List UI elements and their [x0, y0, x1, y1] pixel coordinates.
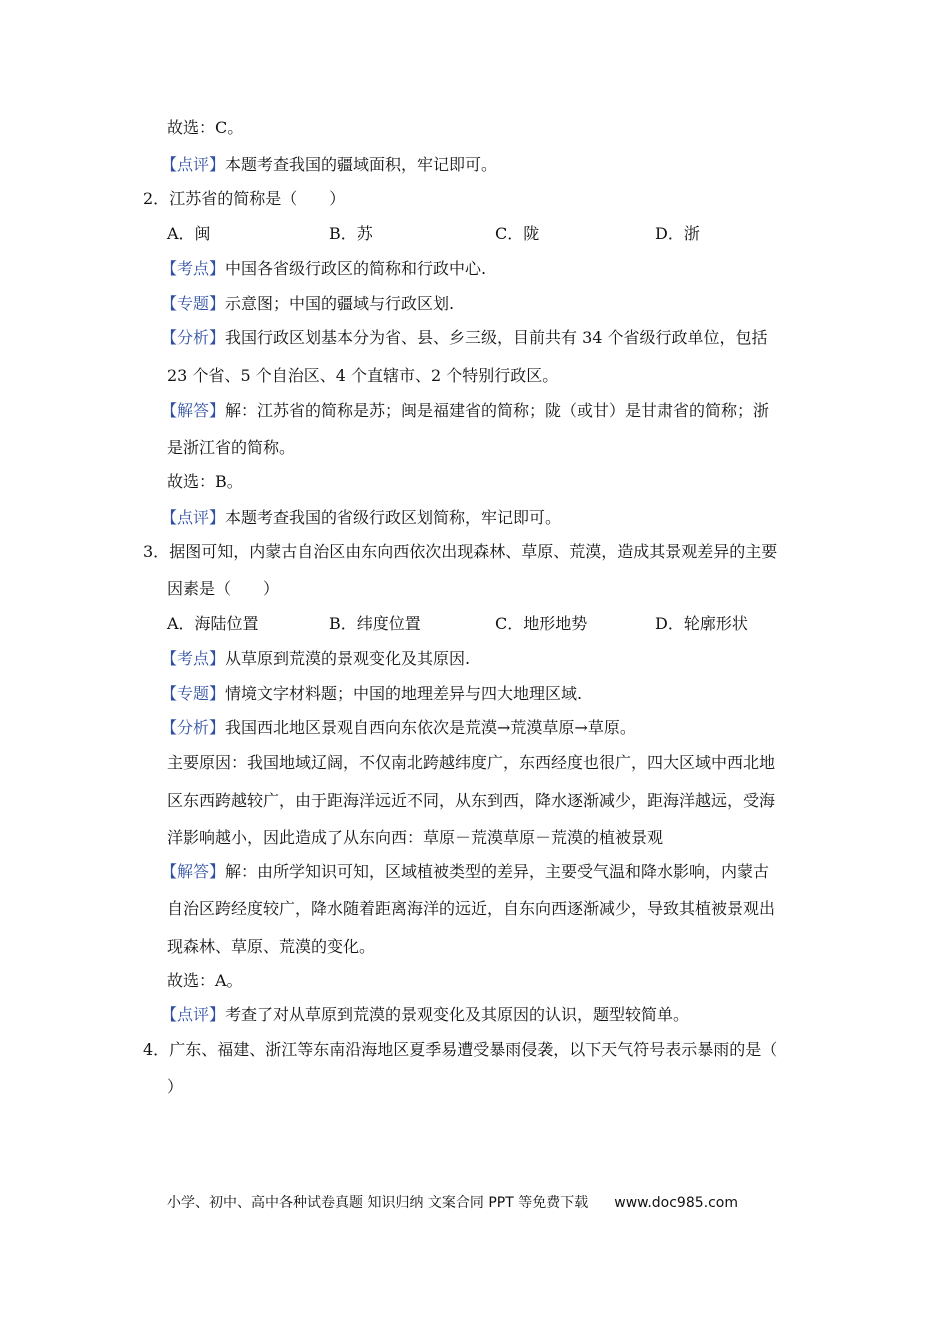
q3-fenxi-line3: 区东西跨越较广，由于距海洋远近不同，从东到西，降水逐渐减少，距海洋越远，受海	[167, 791, 776, 810]
q2-jieda	[161, 401, 769, 421]
question-number: 3．	[143, 542, 170, 561]
q3-comment	[161, 1005, 689, 1025]
q3-fenxi-line4: 洋影响越小，因此造成了从东向西：草原－荒漠草原－荒漠的植被景观	[167, 828, 664, 847]
q3-fenxi-line2: 主要原因：我国地域辽阔，不仅南北跨越纬度广，东西经度也很广，四大区域中西北地	[167, 753, 776, 772]
fenxi-text: 我国行政区划基本分为省、县、乡三级，目前共有 34 个省级行政单位，包括	[225, 328, 768, 347]
q2-option-d: D．浙	[655, 224, 700, 243]
q3-zhuanti	[161, 684, 582, 704]
kaodian-tag: 【考点】	[161, 259, 226, 278]
kaodian-text: 从草原到荒漠的景观变化及其原因.	[225, 649, 471, 668]
jieda-text: 解：由所学知识可知，区域植被类型的差异，主要受气温和降水影响，内蒙古	[225, 862, 770, 881]
question-number: 4．	[143, 1040, 170, 1059]
zhuanti-text: 示意图；中国的疆域与行政区划.	[225, 294, 455, 313]
zhuanti-tag: 【专题】	[161, 294, 226, 313]
kaodian-text: 中国各省级行政区的简称和行政中心.	[225, 259, 487, 278]
q4-stem-line2: ）	[167, 1077, 184, 1096]
question-number: 2．	[143, 189, 170, 208]
fenxi-text: 我国西北地区景观自西向东依次是荒漠→荒漠草原→草原。	[225, 718, 636, 737]
q2-jieda-line2: 是浙江省的简称。	[167, 438, 296, 457]
q3-jieda	[161, 862, 769, 882]
comment-tag: 【点评】	[161, 1005, 226, 1024]
fenxi-tag: 【分析】	[161, 328, 226, 347]
q2-option-c: C．陇	[495, 224, 540, 243]
question-text: 广东、福建、浙江等东南沿海地区夏季易遭受暴雨侵袭，以下天气符号表示暴雨的是（	[169, 1040, 778, 1059]
q2-option-a: A．闽	[167, 224, 211, 243]
comment-text: 本题考查我国的省级行政区划简称，牢记即可。	[225, 508, 562, 527]
q3-stem	[143, 542, 777, 562]
jieda-tag: 【解答】	[161, 862, 226, 881]
jieda-tag: 【解答】	[161, 401, 226, 420]
q3-option-b: B．纬度位置	[329, 614, 421, 633]
q1-answer: 故选：C。	[167, 118, 244, 137]
q3-option-a: A．海陆位置	[167, 614, 259, 633]
jieda-text: 解：江苏省的简称是苏；闽是福建省的简称；陇（或甘）是甘肃省的简称；浙	[225, 401, 770, 420]
comment-tag: 【点评】	[161, 155, 226, 174]
q3-stem-line2: 因素是（ ）	[167, 579, 280, 598]
q2-answer: 故选：B。	[167, 472, 243, 491]
footer-url[interactable]: www.doc985.com	[614, 1195, 738, 1211]
q2-option-b: B．苏	[329, 224, 373, 243]
q4-stem	[143, 1040, 777, 1060]
kaodian-tag: 【考点】	[161, 649, 226, 668]
zhuanti-tag: 【专题】	[161, 684, 226, 703]
q2-kaodian	[161, 259, 486, 279]
page-footer	[167, 1192, 738, 1212]
footer-text: 小学、初中、高中各种试卷真题 知识归纳 文案合同 PPT 等免费下载	[167, 1195, 589, 1211]
comment-tag: 【点评】	[161, 508, 226, 527]
question-text: 据图可知，内蒙古自治区由东向西依次出现森林、草原、荒漠，造成其景观差异的主要	[169, 542, 778, 561]
q3-option-d: D．轮廓形状	[655, 614, 748, 633]
q3-jieda-line3: 现森林、草原、荒漠的变化。	[167, 937, 376, 956]
comment-text: 考查了对从草原到荒漠的景观变化及其原因的认识，题型较简单。	[225, 1005, 690, 1024]
question-text: 江苏省的简称是（ ）	[169, 189, 346, 208]
q3-kaodian	[161, 649, 470, 669]
zhuanti-text: 情境文字材料题；中国的地理差异与四大地理区域.	[225, 684, 583, 703]
q1-comment	[161, 155, 497, 175]
q2-fenxi-line2: 23 个省、5 个自治区、4 个直辖市、2 个特别行政区。	[167, 366, 559, 385]
fenxi-tag: 【分析】	[161, 718, 226, 737]
q2-fenxi	[161, 328, 768, 348]
q3-option-c: C．地形地势	[495, 614, 588, 633]
q2-stem	[143, 189, 345, 209]
q2-comment	[161, 508, 561, 528]
q3-answer: 故选：A。	[167, 971, 243, 990]
comment-text: 本题考查我国的疆域面积，牢记即可。	[225, 155, 498, 174]
q3-jieda-line2: 自治区跨经度较广，降水随着距离海洋的远近，自东向西逐渐减少，导致其植被景观出	[167, 899, 776, 918]
q3-fenxi	[161, 718, 636, 738]
q2-zhuanti	[161, 294, 454, 314]
